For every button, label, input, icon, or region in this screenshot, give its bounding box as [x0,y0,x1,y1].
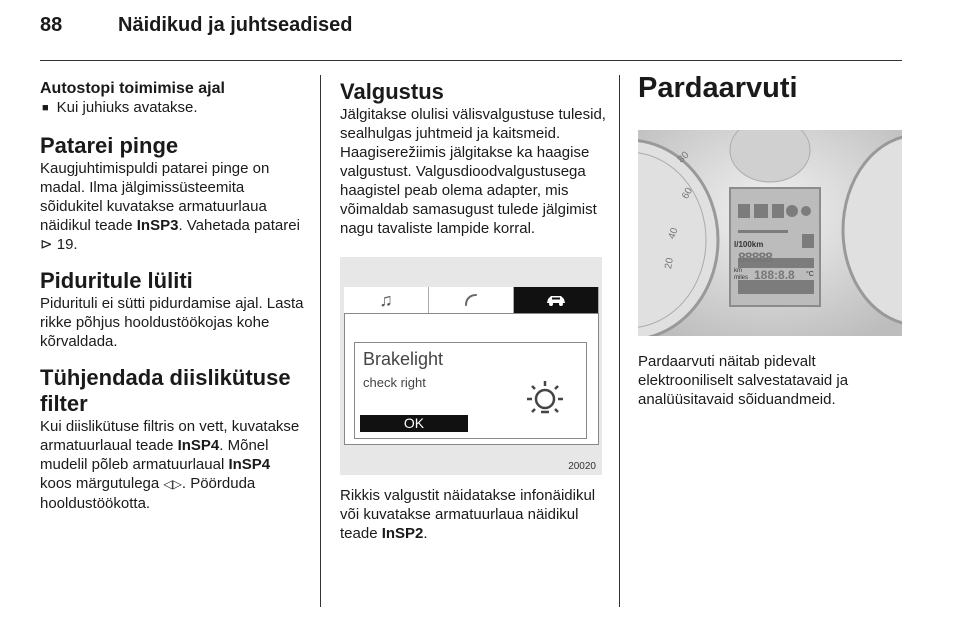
message-box [354,342,587,439]
control-indicator-icon: ◁▷ [163,477,182,491]
page-number: 88 [40,14,63,36]
text: . Pöörduda hooldustöökotta. [40,475,256,512]
figure-number: 20020 [568,461,596,472]
section-title-brakelight-switch: Piduritule lüliti [40,268,193,293]
gauge-label: 40 [666,226,681,241]
text: Rikkis valgustit näidatakse infonäidikul või kuvatakse armatuurlaua näidikul teade [340,487,596,542]
text: . Vahetada patarei [178,217,300,234]
text: Kui diislikütuse filtris on vett, kuvatakse armatuurlaual teade [40,418,300,454]
column-divider-1 [320,75,321,607]
column-1 [40,79,305,513]
text: . [423,525,428,542]
trip-computer-paragraph-wrap [638,352,900,409]
message-code: InSP2 [381,525,424,542]
unit-miles: miles [734,275,749,281]
battery-paragraph [40,159,305,254]
text: koos märgutulega [40,475,164,492]
brakelight-paragraph: Pidurituli ei sütti pidurdamise ajal. Lasta rikke põhjus hooldustöökojas kohe kõrvaldada. [40,295,304,350]
phone-icon [429,287,514,313]
gauge-label: 20 [663,257,676,270]
lighting-paragraph: Jälgitakse olulisi välisvalgustuse tulesid, sealhulgas juhtmeid ja kaitsmeid. Haagiserežiimis jälgitakse ka haagise valgustust. Valgusdioodvalgustusega haagistel peab olema adapter, mis võimaldab samasugust tulede jälgimist nagu tavaliste lampide korral. [340,106,606,237]
lighting-caption [340,486,608,543]
text: Kaugjuhtimispuldi patarei pinge on madal. Ilma jälgimissüsteemita sõidukitel kuvatakse armatuurlaua näidikul teade [40,160,270,234]
ok-button: OK [360,415,468,432]
small-digits: 188:8.8 [754,268,795,282]
diesel-paragraph [40,417,305,513]
instrument-cluster-figure [638,130,902,336]
unit-celsius: °C [806,271,814,278]
message-title: Brakelight [363,349,444,369]
unit-l100km: l/100km [734,240,764,249]
section-title-lighting: Valgustus [340,79,444,104]
car-icon [514,287,599,313]
page-ref[interactable]: 19. [52,236,78,253]
page-title: Näidikud ja juhtseadised [118,14,353,36]
header-rule [40,60,902,61]
main-digits: 88888 [738,249,772,265]
text: . Mõnel mudelil põleb armatuurlaual [40,437,269,473]
message-code: InSP4 [177,437,220,454]
bullet-text: Kui juhiuks avatakse. [56,99,198,116]
message-subtitle: check right [363,375,426,390]
info-display-figure [340,257,602,475]
section-title-diesel-filter: Tühjendada diislikütuse filter [40,365,291,416]
unit-km: km [734,268,742,274]
column-3-title-wrap [638,72,798,104]
column-divider-2 [619,75,620,607]
section-title-autostop: Autostopi toimimise ajal [40,80,225,97]
display-tab-bar [344,287,599,314]
trip-computer-paragraph: Pardaarvuti näitab pidevalt elektrooniliselt salvestatavaid ja analüüsitavaid sõiduandmeid. [638,353,849,408]
bullet-item [40,98,305,119]
message-code: InSP3 [136,217,179,234]
page-ref-arrow-icon: ⊳ [40,236,53,253]
message-code: InSP4 [228,456,271,473]
column-2 [340,79,608,238]
music-icon: ♫ [344,287,429,313]
section-title-battery: Patarei pinge [40,133,179,158]
section-title-trip-computer: Pardaarvuti [638,72,798,104]
bulb-icon [523,379,567,428]
gauge-label: 80 [675,149,692,166]
gauge-label: 60 [680,185,696,202]
